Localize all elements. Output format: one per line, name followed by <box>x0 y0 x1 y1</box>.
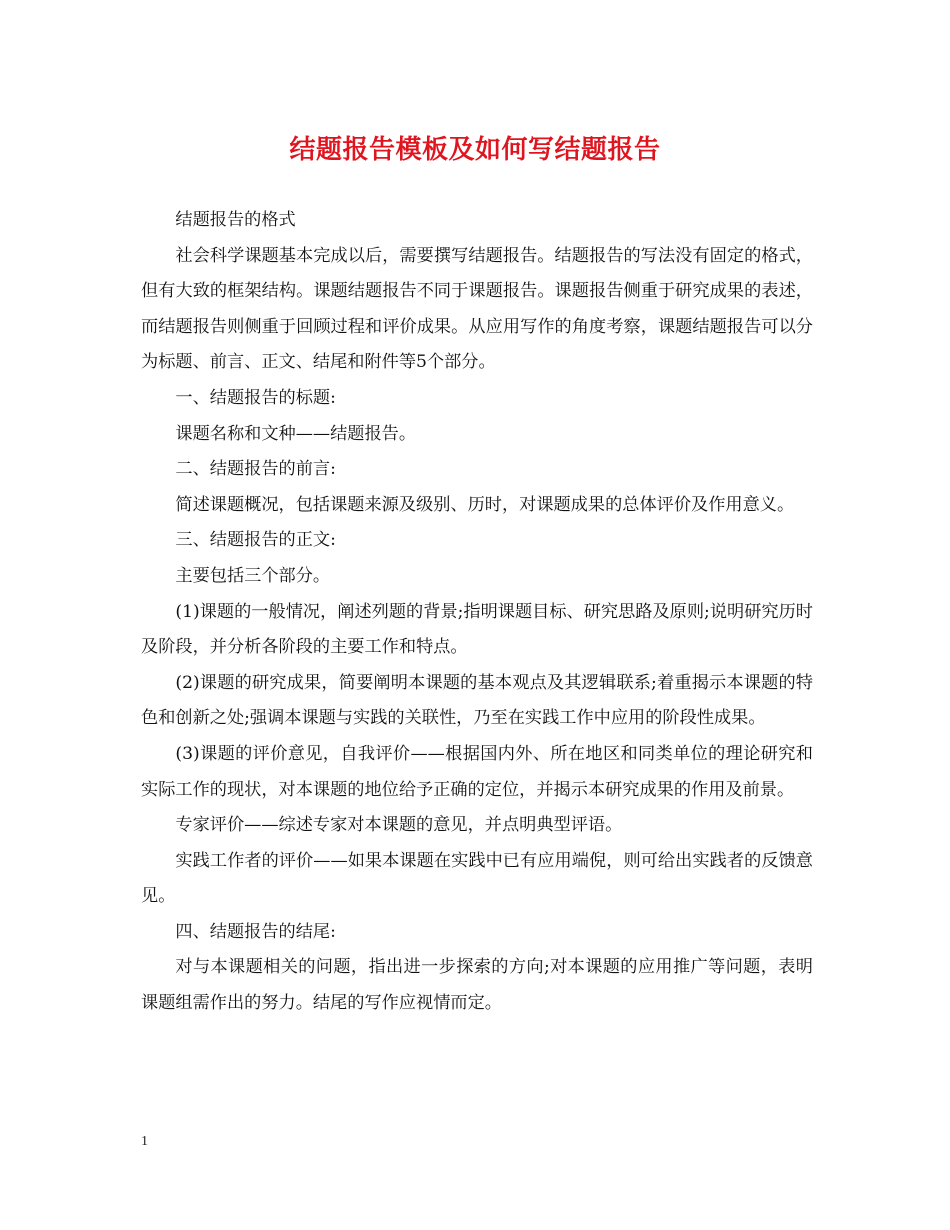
page-number: 1 <box>141 1134 148 1149</box>
section-heading-conclusion: 四、结题报告的结尾: <box>175 921 336 942</box>
paragraph-intro: 社会科学课题基本完成以后，需要撰写结题报告。结题报告的写法没有固定的格式，但有大致的框架结构。课题结题报告不同于课题报告。课题报告侧重于研究成果的表述，而结题报告则侧重于回顾过程和评价成果。从应用写作的角度考察，课题结题报告可以分为标题、前言、正文、结尾和附件等5个部分。 <box>141 245 813 373</box>
paragraph-conclusion-content: 对与本课题相关的问题，指出进一步探索的方向;对本课题的应用推广等问题，表明课题组需作出的努力。结尾的写作应视情而定。 <box>141 957 813 1014</box>
section-heading-format: 结题报告的格式 <box>175 210 296 230</box>
paragraph-preface-content: 简述课题概况，包括课题来源及级别、历时，对课题成果的总体评价及作用意义。 <box>175 494 795 515</box>
paragraph-body-item-3: (3)课题的评价意见，自我评价——根据国内外、所在地区和同类单位的理论研究和实际工作的现状，对本课题的地位给予正确的定位，并揭示本研究成果的作用及前景。 <box>141 743 813 800</box>
paragraph-practitioner-evaluation: 实践工作者的评价——如果本课题在实践中已有应用端倪，则可给出实践者的反馈意见。 <box>141 850 813 907</box>
paragraph-title-content: 课题名称和文种——结题报告。 <box>175 423 417 444</box>
document-title: 结题报告模板及如何写结题报告 <box>289 135 661 165</box>
section-heading-title: 一、结题报告的标题: <box>175 387 336 408</box>
paragraph-body-item-2: (2)课题的研究成果，简要阐明本课题的基本观点及其逻辑联系;着重揭示本课题的特色和创新之处;强调本课题与实践的关联性，乃至在实践工作中应用的阶段性成果。 <box>141 672 813 729</box>
paragraph-expert-evaluation: 专家评价——综述专家对本课题的意见，并点明典型评语。 <box>175 815 623 836</box>
section-heading-preface: 二、结题报告的前言: <box>175 459 336 480</box>
paragraph-body-summary: 主要包括三个部分。 <box>175 565 331 586</box>
document-body <box>141 203 813 1022</box>
paragraph-body-item-1: (1)课题的一般情况，阐述列题的背景;指明课题目标、研究思路及原则;说明研究历时及阶段，并分析各阶段的主要工作和特点。 <box>141 601 813 658</box>
section-heading-body: 三、结题报告的正文: <box>175 530 336 551</box>
